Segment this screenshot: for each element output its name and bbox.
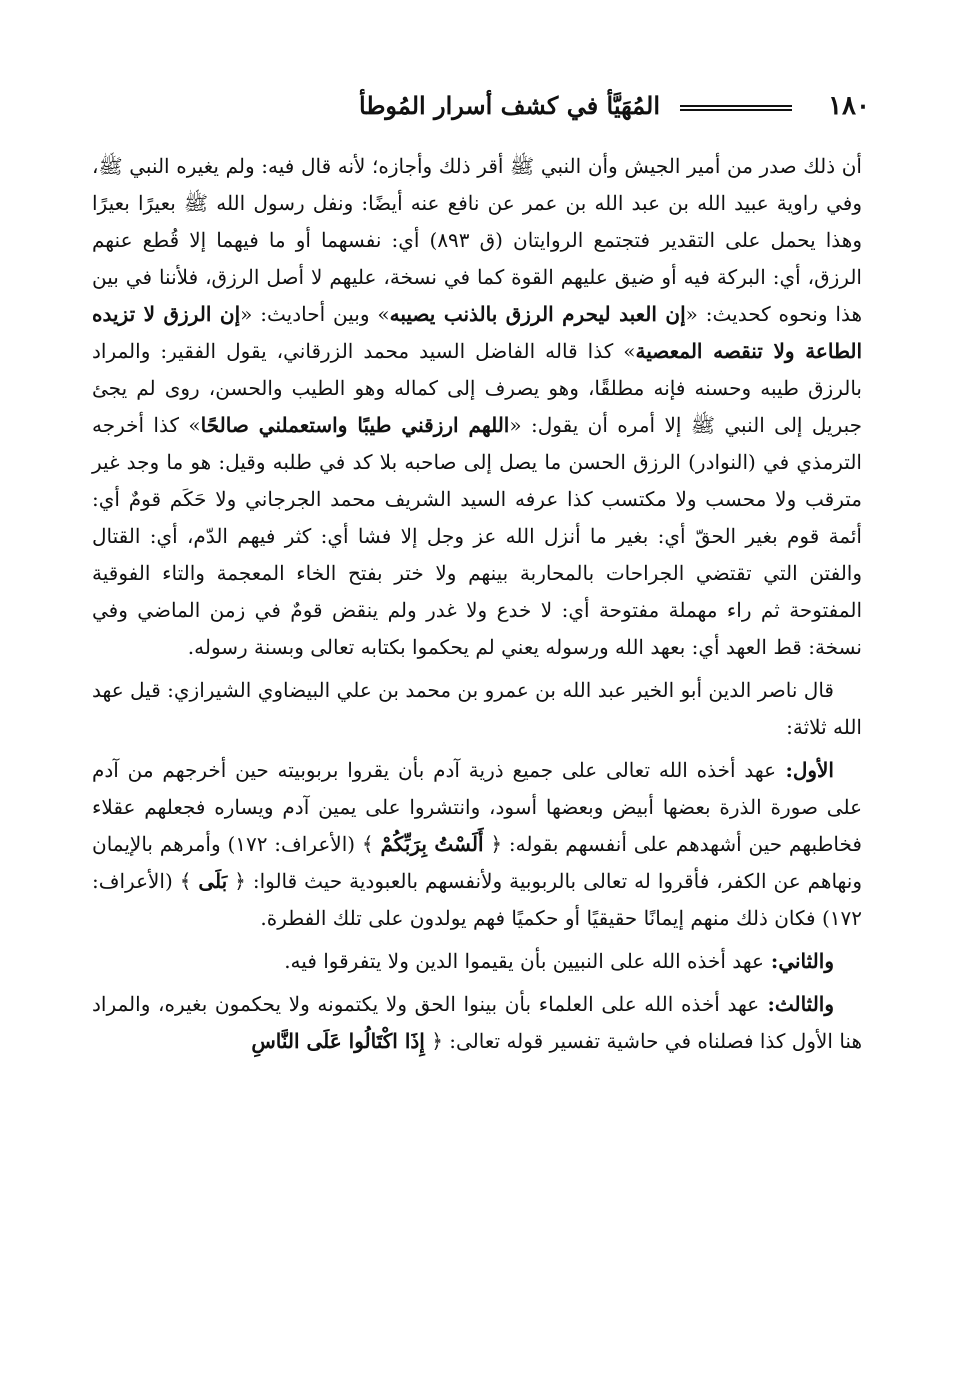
paragraph-4 [92, 943, 862, 980]
hadith-quote: اللهم ارزقني طيبًا واستعملني صالحًا [200, 413, 510, 437]
main-text [92, 148, 862, 1060]
header-decorative-rule [680, 105, 792, 111]
quran-verse: أَلَسْتُ بِرَبِّكُمْ [380, 832, 484, 856]
text-segment: » وبين أحاديث: « [240, 302, 390, 326]
text-segment: عهد أخذه الله تعالى على جميع ذرية آدم بأن يقروا بربوبيته حين أخرجهم من آدم على صورة الذرة بعضها أبيض وبعضها أسود، وانتشروا على يمين آدم ويساره فجعلهم عقلاء فخاطبهم حين أشهدهم على أنفسهم بقوله: ﴿ [92, 758, 862, 856]
paragraph-2 [92, 672, 862, 746]
paragraph-1 [92, 148, 862, 666]
text-segment: عهد أخذه الله على العلماء بأن بينوا الحق ولا يكتمونه ولا يحكمون بغيره، والمراد هنا الأول كذا فصلناه في حاشية تفسير قوله تعالى: ﴿ [92, 992, 862, 1053]
quran-verse: بَلَى [198, 869, 228, 893]
hadith-quote: إن الرزق لا تزيده الطاعة ولا تنقصه المعصية [92, 302, 863, 363]
section-lead: والثاني: [763, 949, 834, 973]
section-lead: الأول: [776, 758, 834, 782]
text-segment: أن ذلك صدر من أمير الجيش وأن النبي ﷺ أقر ذلك وأجازه؛ لأنه قال فيه: ولم يغيره النبي ﷺ، وفي راوية عبيد الله بن عبد الله بن عمر عن نافع عنه أيضًا: ونفل رسول الله ﷺ بعيرًا بعيرًا وهذا يحمل على التقدير فتجتمع الروايتان (ق ٨٩٣) أي: نفسهما أو ما فيهما إلا قُطع عنهم الرزق، أي: البركة فيه أو ضيق عليهم القوة كما في نسخة، عليهم لا أصل الرزق، فلأننا في بين هذا ونحوه كحديث: « [92, 154, 862, 326]
quran-verse: إِذَا اكْتَالُوا عَلَى النَّاسِ [251, 1029, 425, 1053]
text-segment: » كذا قاله الفاضل السيد محمد الزرقاني، يقول الفقير: والمراد بالرزق طيبه وحسنه فإنه مطلقًا، وهو يصرف إلى كماله وهو الطيب والحسن، روى لم يجئ جبريل إلى النبي ﷺ إلا أمره أن يقول: « [92, 339, 862, 437]
text-segment: ﴾ (الأعراف: ١٧٢) وأمرهم بالإيمان ونهاهم عن الكفر، فأقروا له تعالى بالربوبية ولأنفسهم بالعبودية حيث قالوا: ﴿ [92, 832, 862, 893]
text-segment: » كذا أخرجه الترمذي في (النوادر) الرزق الحسن ما يصل إلى صاحبه بلا كد في طلبه وقيل: هو ما وجد غير مترقب ولا محسب ولا مكتسب كذا عرفه السيد الشريف محمد الجرجاني ولا حَكَم قومٌ أي: أئمة قوم بغير الحقّ أي: بغير ما أنزل الله عز وجل إلا فشا أي: كثر فيهم الدّم، أي: القتال والفتن التي تقتضي الجراحات بالمحاربة بينهم ولا ختر بفتح الخاء المعجمة والتاء الفوقية المفتوحة ثم راء مهملة مفتوحة أي: لا خدع ولا غدر ولم ينقض قومٌ في زمن الماضي وفي نسخة: قط العهد أي: بعهد الله ورسوله يعني لم يحكموا بكتابه تعالى وبسنة رسوله. [92, 413, 862, 659]
paragraph-5 [92, 986, 862, 1060]
hadith-quote: إن العبد ليحرم الرزق بالذنب يصيبه [389, 302, 686, 326]
page-number: ١٨٠ [828, 91, 870, 121]
text-segment: عهد أخذه الله على النبيين بأن يقيموا الدين ولا يتفرقوا فيه. [284, 949, 764, 973]
section-lead: والثالث: [759, 992, 835, 1016]
text-segment: ﴾ (الأعراف: ١٧٢) فكان ذلك منهم إيمانًا حقيقيًا أو حكميًا فهم يولدون على تلك الفطرة. [92, 869, 862, 930]
paragraph-3 [92, 752, 862, 937]
page-header [90, 88, 870, 128]
running-title: المُهَيَّأ في كشف أسرار المُوطأ [359, 91, 660, 120]
text-segment: قال ناصر الدين أبو الخير عبد الله بن عمرو بن محمد بن علي البيضاوي الشيرازي: قيل عهد الله ثلاثة: [92, 678, 862, 739]
